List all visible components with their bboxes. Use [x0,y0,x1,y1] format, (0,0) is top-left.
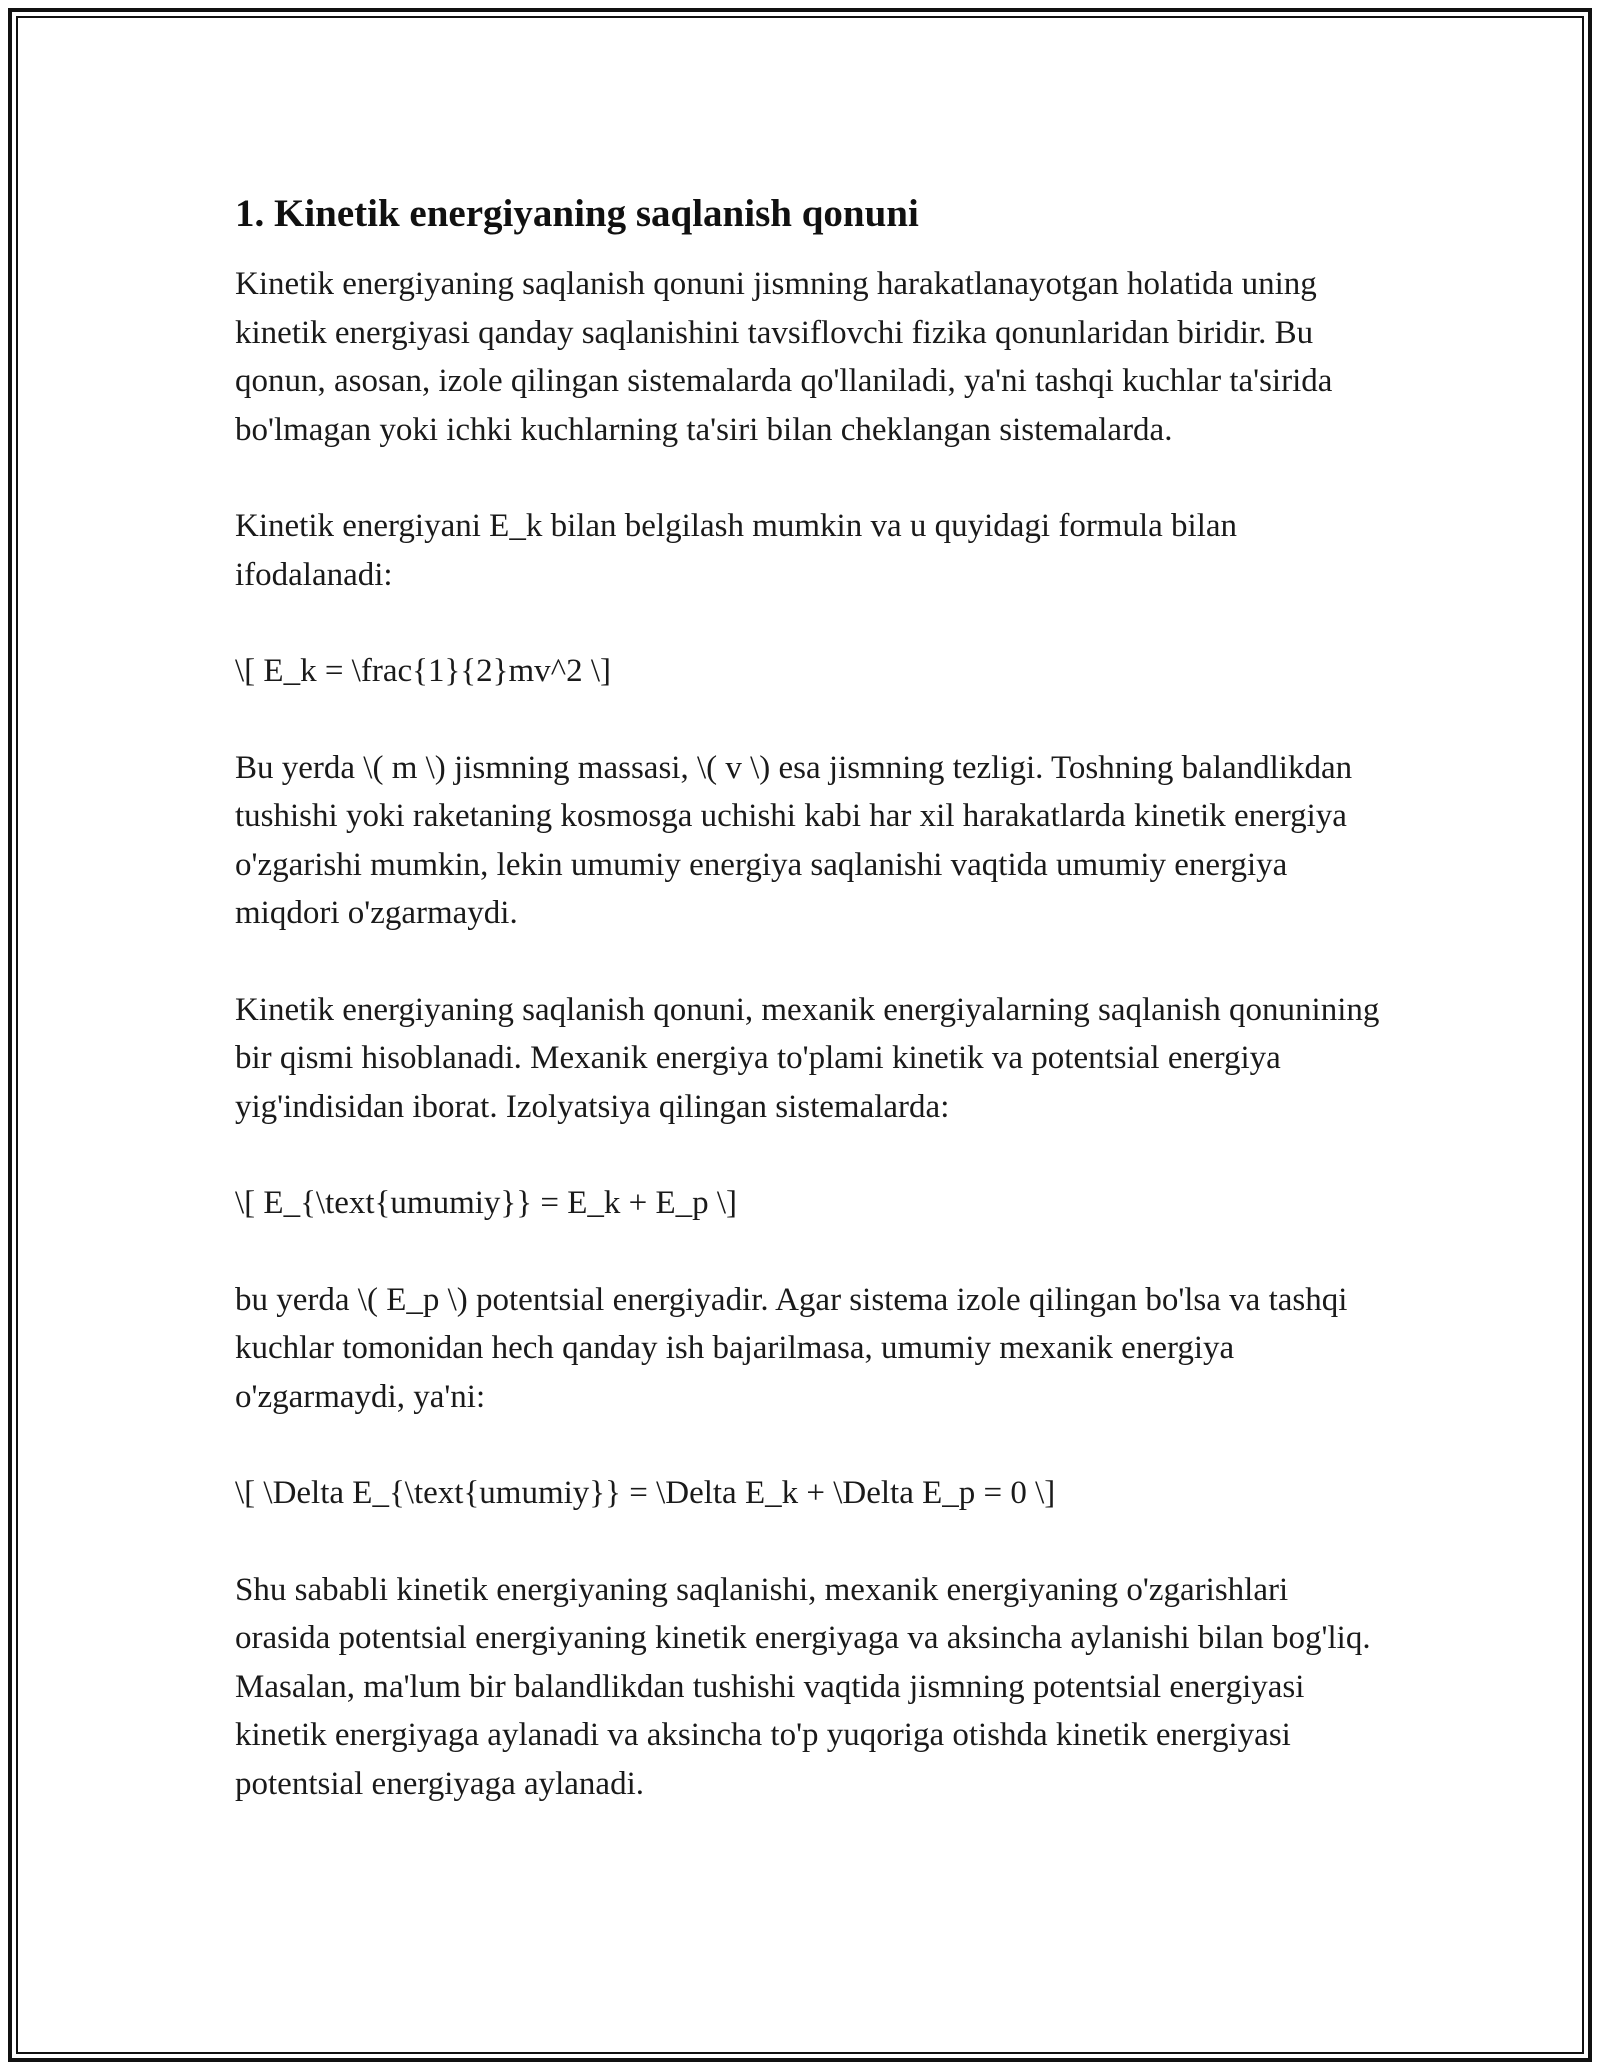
formula-total-energy: \[ E_{\text{umumiy}} = E_k + E_p \] [235,1185,738,1221]
paragraph-intro: Kinetik energiyaning saqlanish qonuni jismning harakatlanayotgan holatida uning kinetik energiyasi qanday saqlanishini tavsiflovchi fizika qonunlaridan biridir. Bu qonun, asosan, izole qilingan sistemalarda qo'llaniladi, ya'ni tashqi kuchlar ta'sirida bo'lmagan yoki ichki kuchlarning ta'siri bilan cheklangan sistemalarda. [235,266,1333,448]
paragraph-variables: Bu yerda \( m \) jismning massasi, \( v \) esa jismning tezligi. Toshning balandlikdan tushishi yoki raketaning kosmosga uchishi kabi har xil harakatlarda kinetik energiya o'zgarishi mumkin, lekin umumiy energiya saqlanishi vaqtida umumiy energiya miqdori o'zgarmaydi. [235,749,1353,931]
formula-energy-conservation: \[ \Delta E_{\text{umumiy}} = \Delta E_k + \Delta E_p = 0 \] [235,1475,1056,1511]
formula-kinetic-energy: \[ E_k = \frac{1}{2}mv^2 \] [235,653,612,689]
section-heading: 1. Kinetik energiyaning saqlanish qonuni [235,192,919,235]
paragraph-potential-energy: bu yerda \( E_p \) potentsial energiyadir. Agar sistema izole qilingan bo'lsa va tashqi kuchlar tomonidan hech qanday ish bajarilmasa, umumiy mexanik energiya o'zgarmaydi, ya'ni: [235,1281,1348,1415]
paragraph-mechanical-energy: Kinetik energiyaning saqlanish qonuni, mexanik energiyalarning saqlanish qonunining bir qismi hisoblanadi. Mexanik energiya to'plami kinetik va potentsial energiya yig'indisidan iborat. Izolyatsiya qilingan sistemalarda: [235,991,1380,1125]
paragraph-kinetic-definition: Kinetik energiyani E_k bilan belgilash mumkin va u quyidagi formula bilan ifodalanadi: [235,508,1238,593]
paragraph-conclusion: Shu sababli kinetik energiyaning saqlanishi, mexanik energiyaning o'zgarishlari orasida potentsial energiyaning kinetik energiyaga va aksincha aylanishi bilan bog'liq. Masalan, ma'lum bir balandlikdan tushishi vaqtida jismning potentsial energiyasi kinetik energiyaga aylanadi va aksincha to'p yuqoriga otishda kinetik energiyasi potentsial energiyaga aylanadi. [235,1571,1371,1802]
document-body [235,190,1385,1856]
